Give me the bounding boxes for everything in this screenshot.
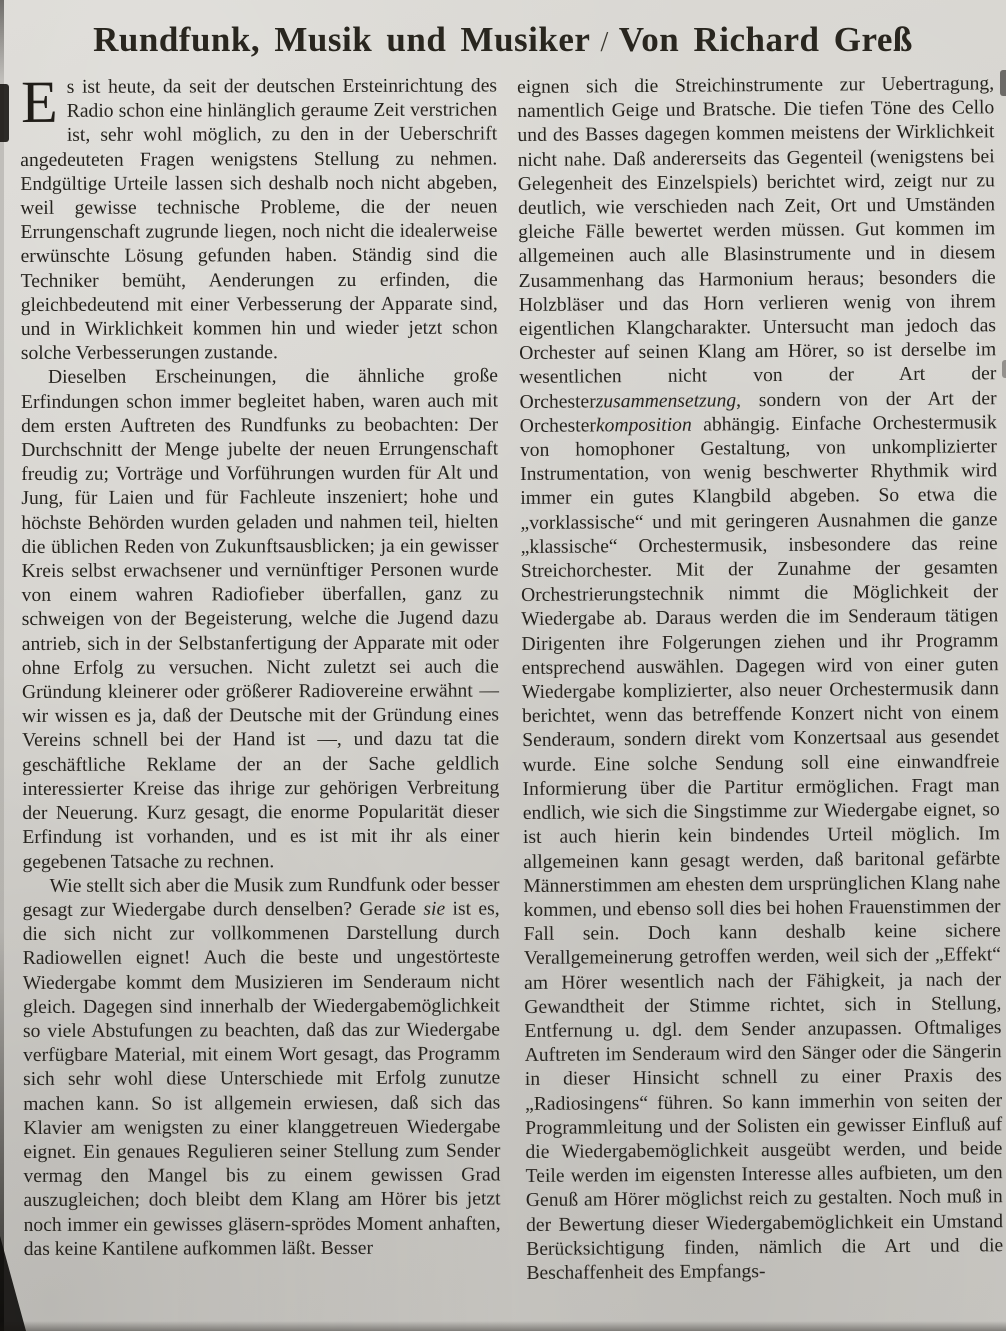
article-title: Rundfunk, Musik und Musiker xyxy=(93,20,591,59)
text-segment: eignen sich die Streichinstrumente zur Uebertragung, namentlich Geige und Bratsche. Die tiefen Töne des Cello und des Basses dagegen kommen meistens der Wirklichkeit nicht nahe. Daß andererseits das Gegenteil (wenigstens bei Gelegenheit des Einzelspiels) berichtet wird, zeigt nur zu deutlich, wie verschieden nach Zeit, Ort und Umständen gleiche Fälle bewertet werden müssen. Gut kommen im allgemeinen auch alle Blasinstrumente und in diesem Zusammenhang das Harmonium heraus; besonders die Holzbläser und das Horn verlieren wenig von ihrem eigentlichen Klangcharakter. Untersucht man jedoch das Orchester auf seinen Klang am Hörer, so ist derselbe im wesentlichen nicht von der Art der Orchester xyxy=(517,73,997,413)
text-segment: Dieselben Erscheinungen, die ähnliche große Erfindungen schon immer begleitet haben, waren auch mit dem ersten Auftreten des Rundfunks zu beobachten: Der Durchschnitt der Menge jubelte der neuen Errungenschaft freudig zu; Vorträge und Vorführungen wurden für Alt und Jung, für Laien und für Fachleute inszeniert; hohe und höchste Behörden wurden geladen und nahmen teil, hielten die üblichen Reden von Zukunftsausblicken; ja ein gewisser Kreis selbst erwachsener und vernünftiger Personen wurde von einem wahren Radiofieber überfallen, ganz zu schweigen von der Begeisterung, welche die Jugend dazu antrieb, sich in der Selbstanfertigung der Apparate mit oder ohne Erfolg zu versuchen. Nicht zuletzt sei auch die Gründung kleinerer oder größerer Radiovereine erwähnt — wir wissen es ja, daß der Deutsche mit der Gründung eines Vereins schnell bei der Hand ist —, und dazu tat die geschäftliche Reklame der an der Sache geldlich interessierter Kreise das ihrige zur gehörigen Verbreitung der Neuerung. Kurz gesagt, die enorme Popularität dieser Erfindung ist vorhanden, und es ist mit ihr als einer gegebenen Tatsache zu rechnen. xyxy=(20,365,500,873)
paragraph xyxy=(21,365,500,875)
text-segment: ist es, die sich nicht zur vollkommenen Darstellung durch Radiowellen eignet! Auch die beste und ungestörteste Wiedergabe kommt dem Musizieren im Senderaum nicht gleich. Dagegen sind innerhalb der Wiedergabemöglichkeit so viele Abstufungen zu beachten, daß das zur Wiedergabe verfügbare Material, mit einem Wort gesagt, das Programm sich sehr wohl diese Unterschiede mit Erfolg zunutze machen kann. So ist allgemein erwiesen, daß sich das Klavier am wenigsten zu einer klanggetreuen Wiedergabe eignet. Ein genaues Regulieren seiner Stellung zum Sender vermag den Mangel bis zu einem gewissen Grad auszugleichen; doch bleibt dem Klang am Hörer bis jetzt noch immer ein gewisses gläsern-sprödes Moment anhaften, das keine Kantilene aufkommen läßt. Besser xyxy=(22,898,501,1260)
scan-edge-shadow-left xyxy=(0,0,4,1331)
scan-artifact-left-mark xyxy=(0,84,9,142)
text-segment-italic: komposition xyxy=(595,414,692,437)
scan-artifact-right-mark xyxy=(1000,70,1006,96)
article-byline: Von Richard Greß xyxy=(618,20,913,59)
drop-cap: E xyxy=(20,68,58,135)
title-separator: / xyxy=(600,27,609,58)
column-right xyxy=(517,72,1003,1286)
article-body xyxy=(0,68,1006,1286)
text-segment: abhängig. Einfache Orchestermusik von homophoner Gestaltung, von unkomplizierter Instrumentation, von wenig beschwerter Rhythmik wird immer ein gutes Klangbild abgeben. So etwa die „vorklassische“ und mit geringeren Ausnahmen die ganze „klassische“ Orchestermusik, insbesondere das reine Streichorchester. Mit der Zunahme der gesamten Orchestrierungstechnik nimmt die Möglichkeit der Wiedergabe ab. Daraus werden die im Senderaum tätigen Dirigenten ihre Folgerungen ziehen und ihr Programm entsprechend auswählen. Dagegen wird von einer guten Wiedergabe komplizierter, also neuer Orchestermusik dann berichtet, wenn das betreffende Konzert nicht von einem Senderaum, sondern direkt vom Konzertsaal aus gesendet wurde. Eine solche Sendung soll eine einwandfreie Informierung über die Partitur ermöglichen. Fragt man endlich, wie sich die Singstimme zur Wiedergabe eignet, so ist auch hierin kein bindendes Urteil möglich. Im allgemeinen kann gesagt werden, daß baritonal gefärbte Männerstimmen am ehesten dem ursprünglichen Klang nahe kommen, und ebenso soll dies bei hohen Frauenstimmen der Fall sein. Doch kann deshalb keine sichere Verallgemeinerung getroffen werden, weil sich der „Effekt“ am Hörer wesentlich nach der Fähigkeit, ja nach der Gewandtheit der Stimme richtet, sich in Stellung, Entfernung u. dgl. dem Sender anzupassen. Oftmaliges Auftreten im Senderaum wird den Sänger oder die Sängerin in dieser Hinsicht schnell zu einer Praxis des „Radiosingens“ führen. So kann immerhin von seiten der Programmleitung und der Solisten ein gewisser Einfluß auf die Wiedergabemöglichkeit ausgeübt werden, und beide Teile werden im eigensten Interesse alles aufbieten, um den Genuß am Hörer möglichst reich zu gestalten. Noch muß in der Bewertung dieser Wiedergabemöglichkeit ein Umstand Berücksichtigung finden, nämlich die Art und die Beschaffenheit des Empfangs- xyxy=(519,412,1004,1284)
paragraph xyxy=(20,68,498,367)
text-segment-italic: zusammensetzung xyxy=(595,389,737,413)
text-segment: Wie stellt sich aber die Musik zum Rundfunk oder besser gesagt zur Wiedergabe durch denselben? Gerade xyxy=(22,874,500,921)
paragraph xyxy=(23,873,501,1262)
scan-edge-shadow-bottom xyxy=(0,1321,1006,1331)
column-left xyxy=(20,68,501,1287)
text-segment: s ist heute, da seit der deutschen Ersteinrichtung des Radio schon eine hinlänglich geraume Zeit verstrichen ist, sehr wohl möglich, zu den in der Ueberschrift angedeuteten Fragen wenigstens Stellung zu nehmen. Endgültige Urteile lassen sich deshalb noch nicht abgeben, weil gewisse technische Probleme, die der neuen Errungenschaft zugrunde liegen, noch nicht die idealerweise erwünschte Lösung gefunden haben. Ständig sind die Techniker bemüht, Aenderungen zu erfinden, die gleichbedeutend mit einer Verbesserung der Apparate sind, und in Wirklichkeit kommen hin und wieder jetzt schon solche Verbesserungen zustande. xyxy=(20,75,498,365)
paragraph xyxy=(517,72,1003,1286)
scan-artifact-corner xyxy=(0,1236,26,1331)
scan-artifact-right-mark-2 xyxy=(1002,360,1006,378)
page-title xyxy=(0,0,1006,60)
text-segment: , sondern von der Art der Orchester xyxy=(519,387,997,437)
text-segment-italic: sie xyxy=(423,898,446,920)
